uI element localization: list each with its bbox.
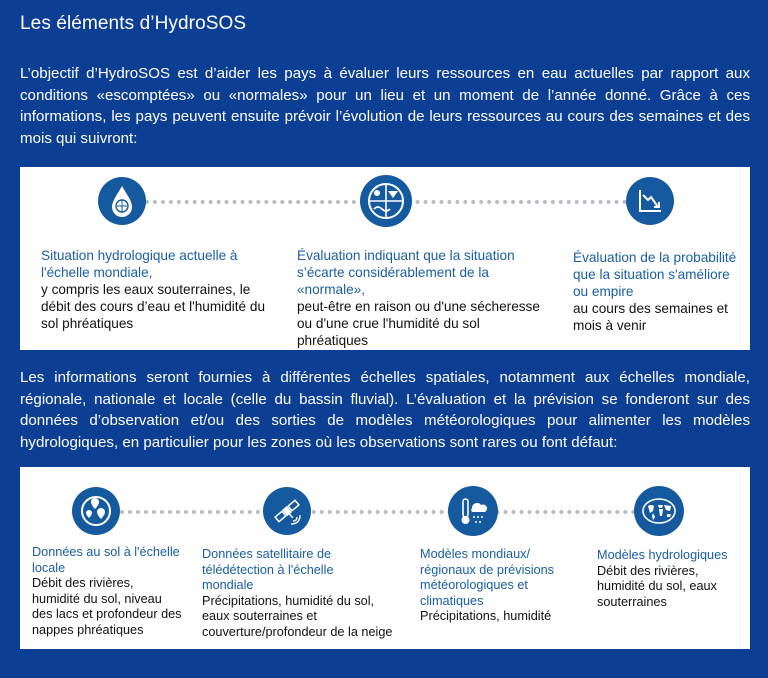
step-highlight: Évaluation indiquant que la situation s’écarte considérablement de la «normale», <box>297 248 515 297</box>
source-highlight: Modèles hydrologiques <box>597 548 728 562</box>
step-deviation-assessment <box>297 247 547 349</box>
source-highlight: Données satellitaire de télédétection à l'échelle mondiale <box>202 547 334 592</box>
assessment-globe-icon <box>360 175 412 227</box>
source-description: Débit des rivières, humidité du sol, eaux souterraines <box>597 563 717 609</box>
source-weather-models <box>420 547 580 625</box>
source-highlight: Données au sol à l'échelle locale <box>32 545 180 575</box>
source-description: Précipitations, humidité <box>420 609 552 623</box>
intro-paragraph: L’objectif d’HydroSOS est d’aider les pays à évaluer leurs ressources en eau actuelles par rapport aux conditions «escomptées» ou «normales» pour un lieu et un moment de l’année donné. Grâce à ces informations, les pays peuvent ensuite prévoir l’évolution de leurs ressources au cours des semaines et des mois qui suivront: <box>20 65 750 147</box>
step-description: peut-être en raison ou d'une sécheresse ou d'une crue l'humidité du sol phréatiques <box>297 299 540 348</box>
data-sources-panel <box>20 467 750 649</box>
trend-down-icon <box>626 177 674 225</box>
source-description: Précipitations, humidité du sol, eaux souterraines et couverture/profondeur de la neige <box>202 593 393 639</box>
source-ground-data <box>32 545 182 638</box>
satellite-icon <box>263 487 311 535</box>
world-map-icon <box>634 486 684 536</box>
weather-thermometer-icon <box>448 486 498 536</box>
page-title: Les éléments d’HydroSOS <box>20 13 247 34</box>
middle-paragraph: Les informations seront fournies à différentes échelles spatiales, notamment aux échelles mondiale, régionale, nationale et locale (celle du bassin fluvial). L’évaluation et la prévision se fonderont sur des données d’observation et/ou des sorties de modèles météorologiques pour alimenter les modèles hydrologiques, en particulier pour les zones où les observations sont rares ou font défaut: <box>20 369 750 451</box>
assessment-panel <box>20 167 750 350</box>
step-probability-assessment <box>573 249 738 334</box>
source-highlight: Modèles mondiaux/ régionaux de prévisions météorologiques et climatiques <box>420 547 555 608</box>
water-drop-icon <box>98 177 146 225</box>
step-highlight: Évaluation de la probabilité que la situation s'améliore ou empire <box>573 250 737 299</box>
dotted-connector <box>120 510 660 514</box>
source-description: Débit des rivières, humidité du sol, niveau des lacs et profondeur des nappes phréatiques <box>32 576 182 637</box>
step-current-situation <box>41 247 271 332</box>
step-description: y compris les eaux souterraines, le débit des cours d’eau et l'humidité du sol phréatiques <box>41 282 266 331</box>
source-satellite-data <box>202 547 402 640</box>
step-description: au cours des semaines et mois à venir <box>573 301 728 333</box>
map-pin-icon <box>72 487 120 535</box>
source-hydrological-models <box>597 548 747 610</box>
step-highlight: Situation hydrologique actuelle à l'échelle mondiale, <box>41 248 238 280</box>
